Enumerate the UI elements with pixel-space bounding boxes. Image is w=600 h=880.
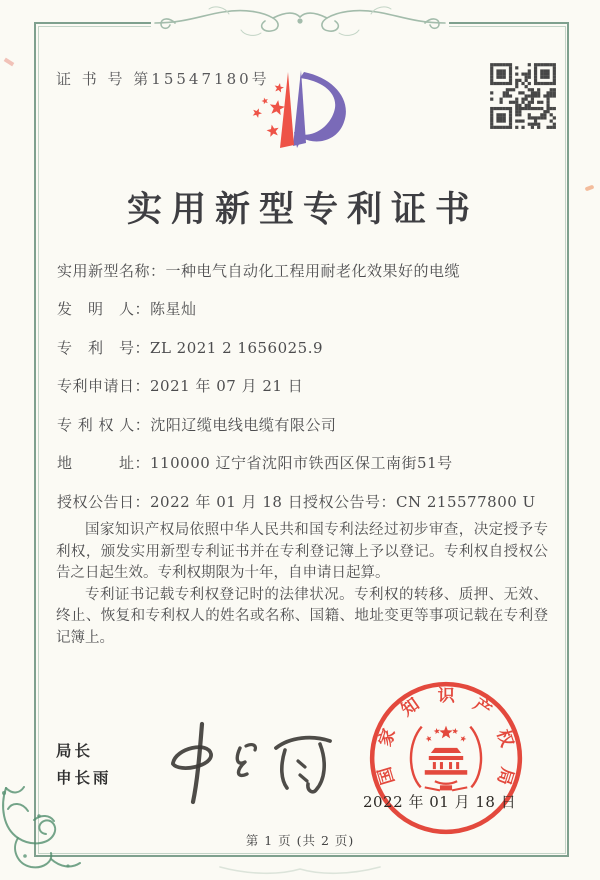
handwritten-signature-icon [150,708,345,812]
field-patent-number [57,337,323,358]
field-inventor [57,298,197,319]
field-value: 2021 年 07 月 21 日 [150,377,304,395]
scroll-ornament-top-icon [145,4,455,42]
field-filing-date [57,375,303,396]
field-label: 实用新型名称： [57,262,166,280]
corner-flourish-icon [0,786,84,876]
field-label: 发 明 人： [57,300,151,318]
scan-speck [4,58,15,67]
field-label: 地 址： [57,454,151,472]
field-value: ZL 2021 2 1656025.9 [150,339,324,357]
field-address [57,452,453,473]
field-value: 一种电气自动化工程用耐老化效果好的电缆 [165,262,461,280]
field-utility-model-name [57,260,460,281]
page-number: 第 1 页 (共 2 页) [245,833,355,848]
field-label: 专 利 号： [57,339,151,357]
grant-date: 授权公告日：2022 年 01 月 18 日 [57,493,304,511]
national-emblem-icon [411,726,481,791]
certificate-number: 证 书 号 第15547180号 [56,70,270,88]
legal-text [56,520,548,649]
signer-title: 局长 [56,743,94,760]
signer-name: 申长雨 [56,770,112,787]
legal-paragraph-2: 专利证书记载专利权登记时的法律状况。专利权的转移、质押、无效、终止、恢复和专利权人的姓名或名称、国籍、地址变更等事项记载在专利登记簿上。 [56,586,548,646]
qr-code [487,60,559,132]
field-value: 沈阳辽缆电线电缆有限公司 [150,416,337,434]
legal-paragraph-1: 国家知识产权局依照中华人民共和国专利法经过初步审查，决定授予专利权，颁发实用新型专利证书并在专利登记簿上予以登记。专利权自授权公告之日起生效。专利权期限为十年，自申请日起算。 [56,522,548,581]
certificate-title: 实用新型专利证书 [126,189,479,230]
field-value: 陈星灿 [150,300,197,318]
field-patentee [57,414,336,435]
bottom-ornament-hint-icon [210,863,390,877]
cnipa-p-logo-icon [228,58,373,170]
field-label: 专 利 权 人： [57,416,151,434]
seal-date: 2022 年 01 月 18 日 [363,793,517,811]
cnipa-official-seal [360,672,532,844]
seal-ring-text: 国家知识产权局 [373,685,518,788]
field-label: 专利申请日： [57,377,151,395]
grant-number: 授权公告号：CN 215577800 U [303,493,536,511]
signer-block [56,738,112,792]
field-value: 110000 辽宁省沈阳市铁西区保工南街51号 [150,454,453,472]
